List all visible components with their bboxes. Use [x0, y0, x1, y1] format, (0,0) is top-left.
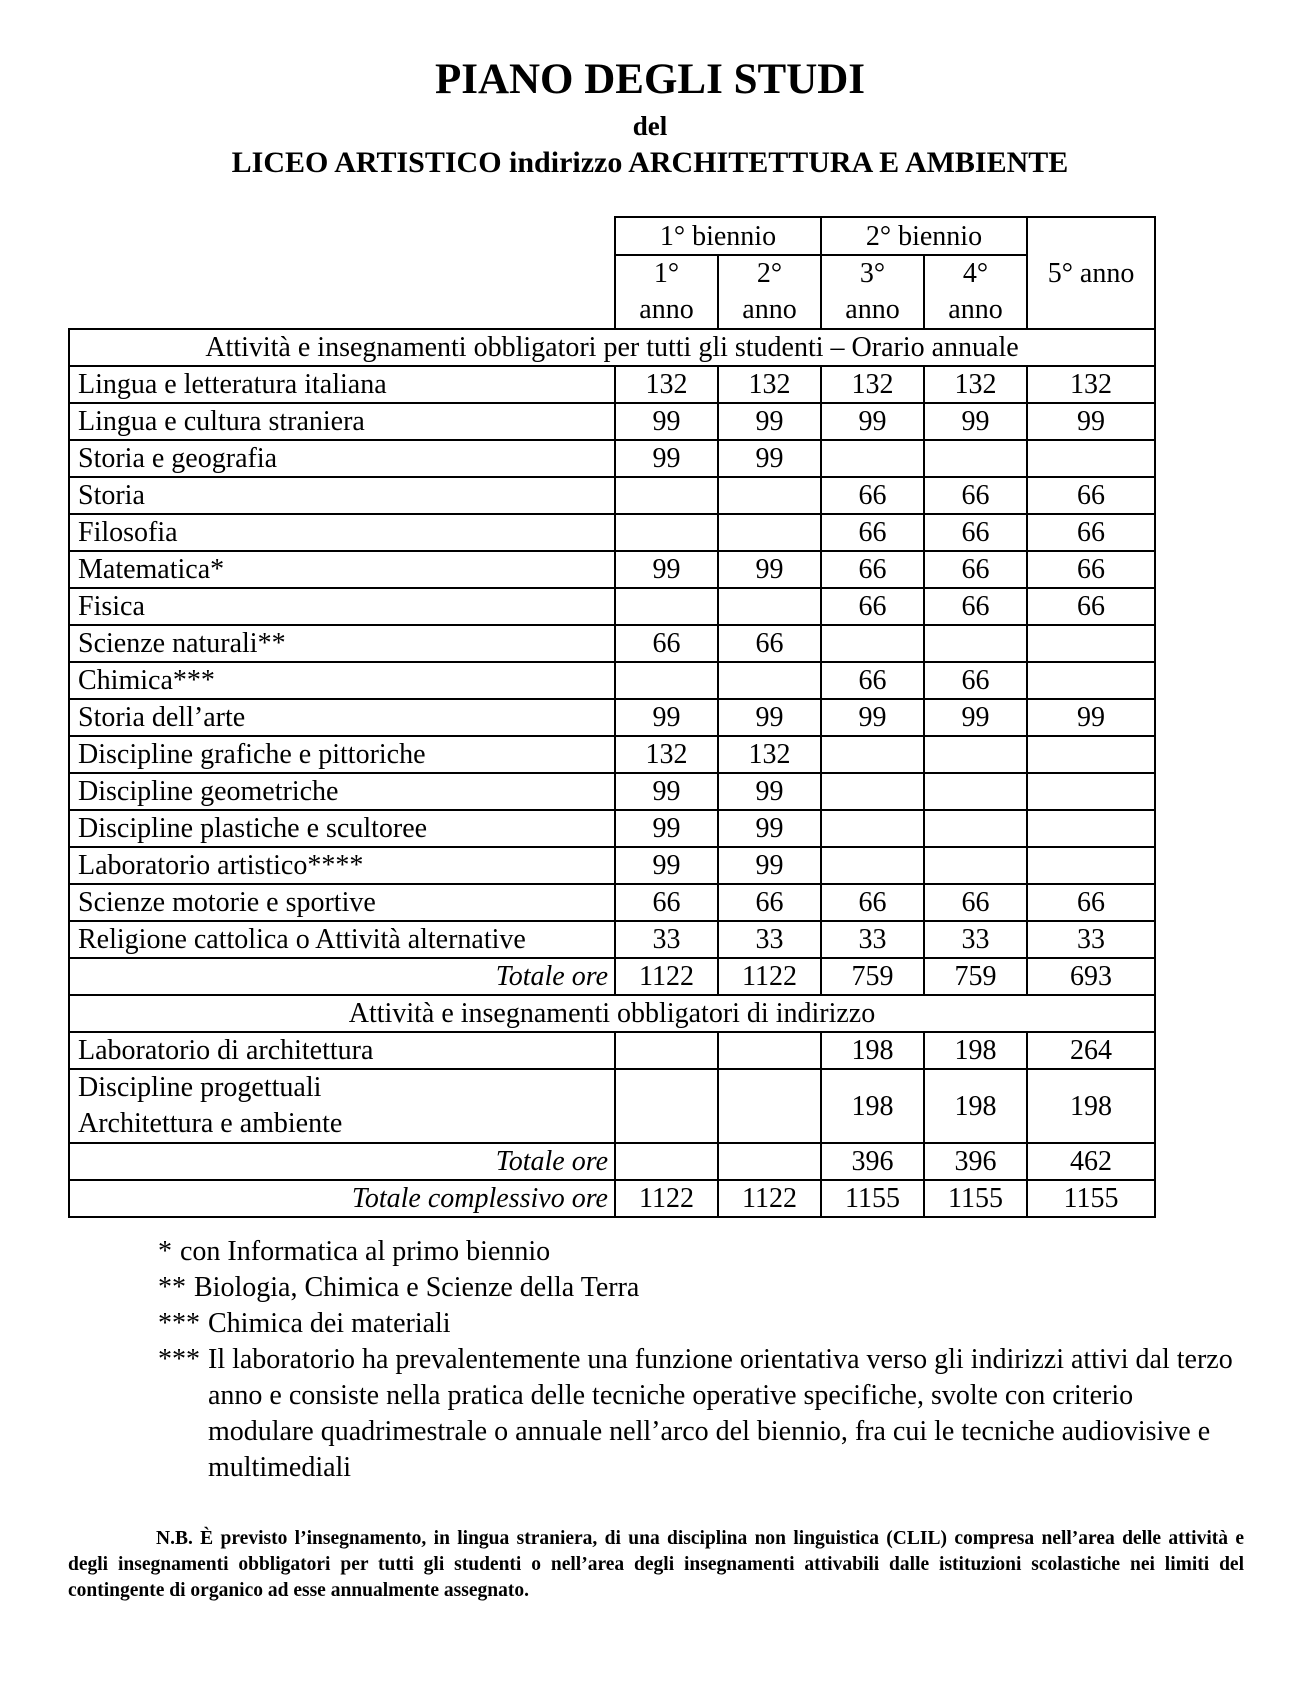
hours-cell: 33: [1027, 921, 1155, 958]
hours-cell: 66: [1027, 514, 1155, 551]
hours-cell: 132: [1027, 366, 1155, 403]
subject-cell: Religione cattolica o Attività alternative: [69, 921, 615, 958]
table-row: [69, 625, 1155, 662]
header-spacer: [69, 217, 615, 255]
footnotes: [158, 1234, 1238, 1486]
footnote-text: Chimica dei materiali: [208, 1308, 451, 1339]
hours-cell: 66: [821, 588, 924, 625]
footnote-text: con Informatica al primo biennio: [180, 1236, 551, 1267]
hours-cell: 132: [924, 366, 1027, 403]
hours-cell: 198: [924, 1032, 1027, 1069]
year-header-4: 4° anno: [924, 255, 1027, 329]
hours-cell: 132: [615, 366, 718, 403]
subject-cell: Lingua e cultura straniera: [69, 403, 615, 440]
table-row: [69, 773, 1155, 810]
table-row: [69, 847, 1155, 884]
section-heading-common: Attività e insegnamenti obbligatori per tutti gli studenti – Orario annuale: [69, 329, 1155, 366]
hours-cell: 66: [821, 514, 924, 551]
hours-cell: 99: [615, 440, 718, 477]
table-row: [69, 477, 1155, 514]
table-row: [69, 736, 1155, 773]
footnote: [158, 1270, 1238, 1306]
hours-cell: [924, 440, 1027, 477]
hours-cell: 99: [718, 699, 821, 736]
hours-cell: 99: [1027, 403, 1155, 440]
hours-cell: 66: [1027, 551, 1155, 588]
hours-cell: 99: [615, 699, 718, 736]
subject-cell: Matematica*: [69, 551, 615, 588]
hours-cell: 66: [718, 884, 821, 921]
subject-cell: Laboratorio di architettura: [69, 1032, 615, 1069]
total-row: [69, 1143, 1155, 1180]
hours-cell: 66: [821, 477, 924, 514]
hours-cell: 99: [718, 810, 821, 847]
hours-cell: 99: [718, 773, 821, 810]
hours-cell: 33: [821, 921, 924, 958]
hours-cell: [924, 847, 1027, 884]
total-cell: 693: [1027, 958, 1155, 995]
total-cell: 1122: [615, 958, 718, 995]
hours-cell: 99: [615, 551, 718, 588]
hours-cell: [718, 1032, 821, 1069]
hours-cell: [1027, 847, 1155, 884]
hours-cell: [718, 477, 821, 514]
footnote: [158, 1306, 1238, 1342]
total-cell: 759: [924, 958, 1027, 995]
header-spacer: [69, 255, 615, 329]
hours-cell: [821, 773, 924, 810]
subject-cell: Discipline grafiche e pittoriche: [69, 736, 615, 773]
year-header-5: 5° anno: [1027, 217, 1155, 329]
total-cell: 396: [821, 1143, 924, 1180]
year-header-1: 1° anno: [615, 255, 718, 329]
subject-cell: Chimica***: [69, 662, 615, 699]
table-row: [69, 921, 1155, 958]
hours-cell: [718, 662, 821, 699]
subject-cell: Storia dell’arte: [69, 699, 615, 736]
hours-cell: 66: [1027, 477, 1155, 514]
hours-cell: 132: [718, 736, 821, 773]
hours-cell: 66: [615, 625, 718, 662]
year-header-2: 2° anno: [718, 255, 821, 329]
total-cell: 1122: [718, 1180, 821, 1217]
hours-cell: [718, 514, 821, 551]
subject-cell: Lingua e letteratura italiana: [69, 366, 615, 403]
hours-cell: [615, 588, 718, 625]
hours-cell: [924, 625, 1027, 662]
hours-cell: 33: [924, 921, 1027, 958]
hours-cell: 198: [1027, 1069, 1155, 1143]
section-heading-address: Attività e insegnamenti obbligatori di indirizzo: [69, 995, 1155, 1032]
hours-cell: 99: [615, 403, 718, 440]
hours-cell: [615, 662, 718, 699]
hours-cell: 99: [718, 403, 821, 440]
table-row: [69, 884, 1155, 921]
subject-cell: Scienze naturali**: [69, 625, 615, 662]
hours-cell: 66: [924, 477, 1027, 514]
table-row: [69, 403, 1155, 440]
hours-cell: [1027, 440, 1155, 477]
total-cell: 1122: [718, 958, 821, 995]
total-cell: 759: [821, 958, 924, 995]
study-plan-table: [68, 216, 1156, 1218]
table-row: [69, 810, 1155, 847]
hours-cell: 99: [615, 810, 718, 847]
table-row: [69, 588, 1155, 625]
hours-cell: 66: [924, 884, 1027, 921]
hours-cell: 99: [821, 699, 924, 736]
hours-cell: [615, 1069, 718, 1143]
hours-cell: [1027, 625, 1155, 662]
footnote: [158, 1342, 1238, 1486]
hours-cell: 132: [718, 366, 821, 403]
total-cell: 1155: [1027, 1180, 1155, 1217]
hours-cell: [615, 1032, 718, 1069]
hours-cell: 99: [1027, 699, 1155, 736]
subject-cell: Storia: [69, 477, 615, 514]
table-row: [69, 1069, 1155, 1143]
hours-cell: [1027, 662, 1155, 699]
table-row: [69, 551, 1155, 588]
footnote-text: Biologia, Chimica e Scienze della Terra: [194, 1272, 640, 1303]
subject-cell: Scienze motorie e sportive: [69, 884, 615, 921]
total-row: [69, 958, 1155, 995]
footnote: [158, 1234, 1238, 1270]
total-cell: 1155: [924, 1180, 1027, 1217]
hours-cell: 99: [615, 773, 718, 810]
hours-cell: 99: [615, 847, 718, 884]
nb-note: N.B. È previsto l’insegnamento, in lingua straniera, di una disciplina non linguistica (CLIL) compresa nell’area delle attività e degli insegnamenti obbligatori per tutti gli studenti o nell’area degli insegnamenti attivabili dalle istituzioni scolastiche nei limiti del contingente di organico ad esse annualmente assegnato.: [68, 1528, 1244, 1601]
hours-cell: [615, 477, 718, 514]
footnote-mark: ***: [158, 1308, 200, 1339]
school-name: LICEO ARTISTICO indirizzo ARCHITETTURA E AMBIENTE: [231, 146, 1069, 179]
footnote-mark: **: [158, 1272, 186, 1303]
total-cell: [718, 1143, 821, 1180]
hours-cell: 99: [718, 440, 821, 477]
hours-cell: [1027, 810, 1155, 847]
footnote-mark: *: [158, 1236, 172, 1267]
subject-cell: Storia e geografia: [69, 440, 615, 477]
table-row: [69, 1032, 1155, 1069]
footnote-mark: ***: [158, 1344, 200, 1375]
total-label: Totale complessivo ore: [69, 1180, 615, 1217]
hours-cell: 66: [924, 662, 1027, 699]
hours-cell: [924, 736, 1027, 773]
group-header-2-biennio: 2° biennio: [821, 217, 1027, 255]
table-row: [69, 514, 1155, 551]
hours-cell: 66: [718, 625, 821, 662]
table-row: [69, 440, 1155, 477]
hours-cell: 198: [924, 1069, 1027, 1143]
total-cell: 462: [1027, 1143, 1155, 1180]
table-row: [69, 699, 1155, 736]
hours-cell: 33: [615, 921, 718, 958]
page-title: PIANO DEGLI STUDI: [434, 56, 866, 103]
hours-cell: 198: [821, 1069, 924, 1143]
hours-cell: 132: [615, 736, 718, 773]
subject-cell: Discipline progettuali Architettura e ambiente: [69, 1069, 615, 1143]
hours-cell: [924, 773, 1027, 810]
hours-cell: 66: [821, 662, 924, 699]
subject-cell: Filosofia: [69, 514, 615, 551]
hours-cell: 66: [924, 514, 1027, 551]
hours-cell: 66: [1027, 588, 1155, 625]
footnote-text: Il laboratorio ha prevalentemente una funzione orientativa verso gli indirizzi attivi dal terzo anno e consiste nella pratica delle tecniche operative specifiche, svolte con criterio modulare quadrimestrale o annuale nell’arco del biennio, fra cui le tecniche audiovisive e multimediali: [208, 1344, 1233, 1483]
grand-total-row: [69, 1180, 1155, 1217]
subject-cell: Laboratorio artistico****: [69, 847, 615, 884]
subject-cell: Discipline plastiche e scultoree: [69, 810, 615, 847]
hours-cell: 66: [821, 551, 924, 588]
total-cell: 1155: [821, 1180, 924, 1217]
table-row: [69, 366, 1155, 403]
subject-cell: Discipline geometriche: [69, 773, 615, 810]
hours-cell: 264: [1027, 1032, 1155, 1069]
hours-cell: 66: [924, 588, 1027, 625]
hours-cell: 66: [924, 551, 1027, 588]
page-subtitle: del: [632, 111, 668, 141]
subject-cell: Fisica: [69, 588, 615, 625]
hours-cell: 99: [718, 551, 821, 588]
total-label: Totale ore: [69, 958, 615, 995]
hours-cell: 99: [924, 403, 1027, 440]
hours-cell: 99: [821, 403, 924, 440]
total-cell: 1122: [615, 1180, 718, 1217]
hours-cell: 33: [718, 921, 821, 958]
hours-cell: 132: [821, 366, 924, 403]
hours-cell: 99: [924, 699, 1027, 736]
total-cell: [615, 1143, 718, 1180]
hours-cell: [1027, 736, 1155, 773]
group-header-1-biennio: 1° biennio: [615, 217, 821, 255]
hours-cell: [615, 514, 718, 551]
total-cell: 396: [924, 1143, 1027, 1180]
table-row: [69, 662, 1155, 699]
hours-cell: [924, 810, 1027, 847]
hours-cell: [821, 625, 924, 662]
hours-cell: 66: [615, 884, 718, 921]
hours-cell: 66: [1027, 884, 1155, 921]
hours-cell: 198: [821, 1032, 924, 1069]
hours-cell: [1027, 773, 1155, 810]
hours-cell: [821, 847, 924, 884]
hours-cell: [821, 440, 924, 477]
total-label: Totale ore: [69, 1143, 615, 1180]
hours-cell: [718, 588, 821, 625]
hours-cell: [821, 810, 924, 847]
hours-cell: [718, 1069, 821, 1143]
hours-cell: [821, 736, 924, 773]
hours-cell: 99: [718, 847, 821, 884]
hours-cell: 66: [821, 884, 924, 921]
year-header-3: 3° anno: [821, 255, 924, 329]
